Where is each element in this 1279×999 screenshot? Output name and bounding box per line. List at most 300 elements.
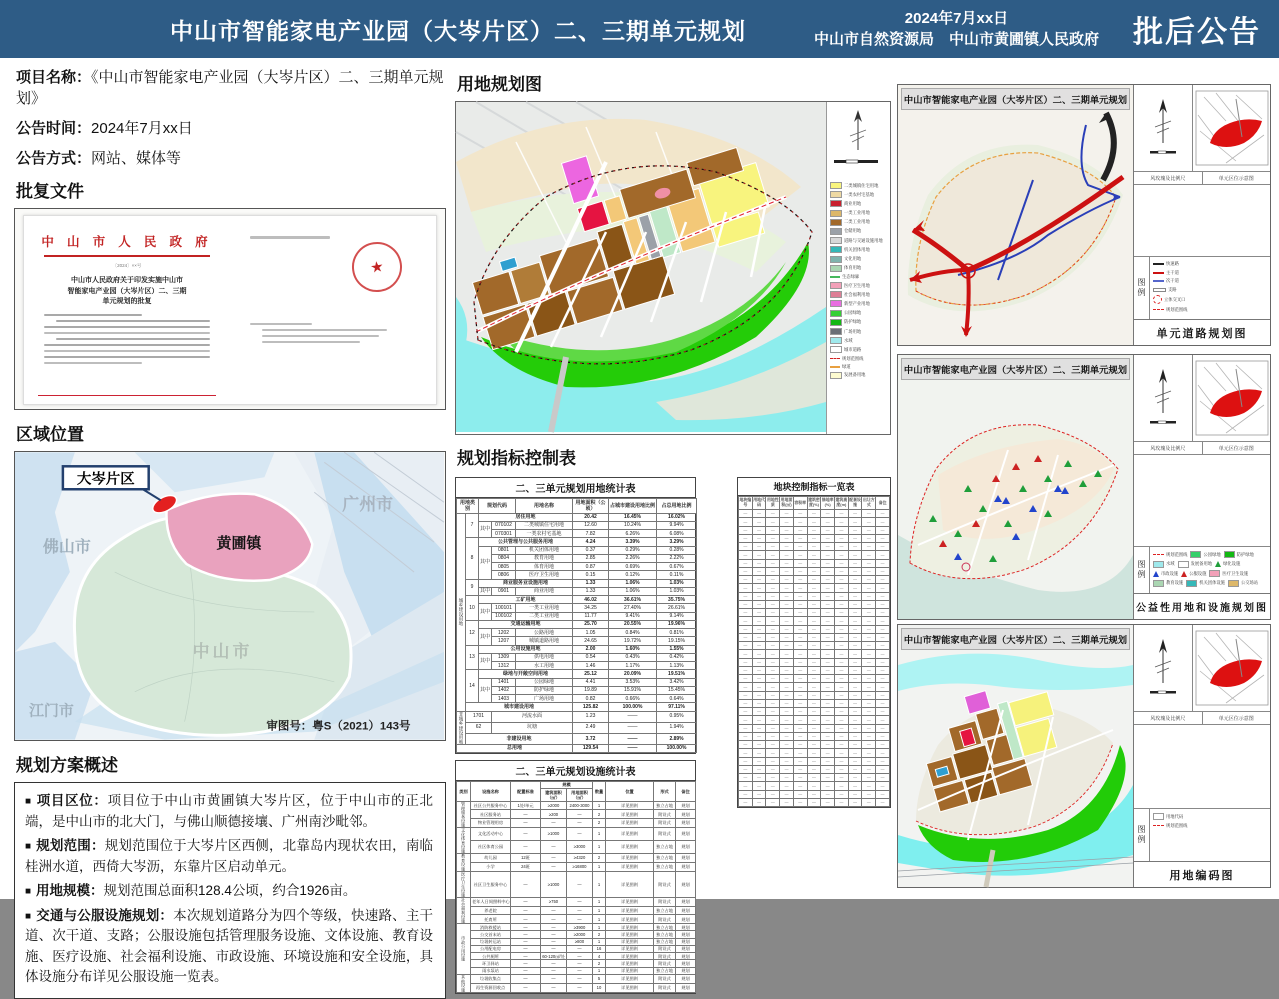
table-row: — — — — — — — — — — — [739,757,890,765]
table-row: 0806 医疗卫生用地 0.15 0.12% 0.11% [457,571,697,579]
legend-swatch [830,210,842,217]
table-row: — — — — — — — — — — — [739,699,890,707]
table-row: — — — — — — — — — — — [739,650,890,658]
table-row: — — — — — — — — — — — [739,683,890,691]
announce-way-line [16,147,446,168]
legend-item: 主干道 [1153,270,1264,276]
table-row: 公共厕所 — 60-120㎡/处 — 4 详见图则 附设式 规划 [457,953,696,960]
overview-item: ■ 用地规模：规划范围总面积128.4公顷，约合1926亩。 [25,883,357,899]
legend-items [1150,257,1270,319]
north-arrow-icon [1146,365,1180,431]
legend-item: 用地代码 [1153,813,1264,820]
legend-item: 城市道路 [830,346,887,353]
legend-item: 公园绿地 [1190,551,1220,558]
legend-item: 教育设施 [1153,580,1183,587]
legend-item: 二类城镇住宅用地 [830,182,887,189]
doc-letterhead: 中 山 市 人 民 政 府 [41,235,213,249]
legend-swatch [830,291,842,298]
legend-item: 医疗卫生设施 [1209,570,1248,577]
table-row: 1403 广场用地 0.82 0.66% 0.64% [457,695,697,703]
compass-cell [1134,85,1193,171]
panel3-legend [1134,808,1270,861]
doc-red-rule [44,255,210,257]
table-row: — — — — — — — — — — — [739,576,890,584]
legend-swatch [1153,295,1162,304]
table-row: 社区服务站 — ≥200 — 2 详见图则 附设式 规划 [457,810,696,819]
table-row: — — — — — — — — — — — [739,617,890,625]
approval-doc-box [14,208,446,410]
table-row: 物业管理用房 — — — 2 详见图则 附设式 规划 [457,819,696,828]
announce-way-value: 网站、媒体等 [91,150,182,167]
panel2-title: 中山市智能家电产业园（大岑片区）二、三期单元规划 [901,358,1130,380]
legend-items [1150,809,1270,861]
table-row: 城市建设用地 125.82 100.00% 97.11% [457,703,697,711]
table-row: — — — — — — — — — — — [739,592,890,600]
legend-item: 道路与交通设施用地 [830,237,887,244]
facility-table-wrap [455,760,696,994]
table-row: — — — — — — — — — — — [739,741,890,749]
legend-swatch [830,328,842,335]
legend-item: 社会福利用地 [830,291,887,298]
compass-cell [1134,625,1193,711]
table-row: — — — — — — — — — — — [739,798,890,806]
legend-swatch [1153,571,1159,577]
legend-swatch [830,265,842,272]
legend-item: 二类工业用地 [830,219,887,226]
legend-item: 公交场站 [1228,580,1258,587]
table-row: — — — — — — — — — — — [739,732,890,740]
table-row: 12 交通运输用地 25.70 20.55% 19.96% [457,620,697,628]
inset-caption: 单元区位示意图 [1218,715,1254,722]
legend-item: 规划范围线 [1153,551,1187,558]
legend-item: 机关团体用地 [830,246,887,253]
doc-left-page [24,216,230,404]
doc-text-line [44,332,210,335]
table-header-row: 类别 设施名称 配置标准 规模 数量 位置 形式 备注 [457,781,696,788]
table-row: 其中 1202 公路用地 1.05 0.84% 0.81% [457,629,697,637]
legend-item: 规划范围线 [1153,823,1264,829]
left-column [14,66,446,999]
table-row: 托育所 — — — 1 详见图则 附设式 规划 [457,915,696,924]
legend-swatch [830,182,842,189]
legend-swatch [830,200,842,207]
doc-number: 〔2024〕××号 [112,263,142,268]
project-name-value: 《中山市智能家电产业园（大岑片区）二、三期单元规划》 [16,69,444,107]
legend-swatch [830,319,842,326]
table-header-row: 地块编号 用地代码 用地性质 用地面积(㎡) 容积率 建筑密度(%) 绿地率(%) 建筑高度(m) 配套设施 出让方式 备注 [739,497,890,510]
legend-swatch [1153,263,1164,265]
north-arrow-icon [830,106,886,156]
panel3-sidebar [1134,625,1270,887]
legend-swatch [830,372,842,379]
panel3-title: 中山市智能家电产业园（大岑片区）二、三期单元规划 [901,628,1130,650]
table-row: — — — — — — — — — — — [739,534,890,542]
issuing-agencies: 中山市自然资源局 中山市黄圃镇人民政府 [813,31,1099,48]
table-row: — — — — — — — — — — — [739,633,890,641]
stats-table-title: 二、三单元规划用地统计表 [456,478,695,498]
legend-swatch [830,228,842,235]
bullet-icon: ■ [25,796,32,807]
legend-item: 水域 [830,337,887,344]
legend-swatch [830,300,842,307]
legend-swatch [1181,571,1187,577]
inset-caption: 单元区位示意图 [1218,445,1254,452]
table-row: 其中 100101 一类工业用地 34.25 27.40% 26.61% [457,604,697,612]
doc-title: 中山市人民政府关于印发实施中山市 智能家电产业园（大岑片区）二、三期 单元规划的批复 [67,276,187,305]
doc-text-line [44,314,142,317]
compass-caption: 风玫瑰及比例尺 [1134,442,1203,454]
announce-time-label: 公告时间： [16,120,92,137]
table-row: — — — — — — — — — — — [739,609,890,617]
landuse-map [456,102,826,432]
panel1-caption: 单元道路规划图 [1134,319,1270,345]
dacen-label: 大岑片区 [76,471,135,488]
section-region-location: 区域位置 [16,425,84,444]
panel-road-plan [897,84,1271,346]
panel-public-facilities [897,354,1271,620]
legend-swatch [830,346,842,353]
foshan-label: 佛山市 [42,539,91,557]
table-row: — — — — — — — — — — — [739,749,890,757]
panel1-captions [1134,172,1270,185]
doc-text-line [262,341,360,344]
table-row: 8 公共管理与公共服务用地 4.24 3.39% 3.29% [457,538,697,546]
table-row: 其中 0901 商业用地 1.33 1.06% 1.03% [457,587,697,595]
project-name-line [16,66,446,108]
panel1-map-area [898,85,1134,345]
doc-text-line [44,326,210,329]
legend-swatch [830,256,842,263]
legend-item: 次干道 [1153,278,1264,284]
panel-landuse-codes [897,624,1271,888]
table-row: — — — — — — — — — — — [739,551,890,559]
table-row: — — — — — — — — — — — [739,790,890,798]
approval-doc-scan [23,215,437,405]
locator-inset-map [1193,625,1270,711]
table-row: 其中 0801 机关团体用地 0.37 0.29% 0.28% [457,546,697,554]
legend-item: 规划范围线 [830,356,887,362]
legend-swatch [1153,813,1164,820]
table-row: 环卫驿站 — — — 2 详见图则 附设式 规划 [457,960,696,967]
legend-swatch [830,246,842,253]
table-row: — — — — — — — — — — — [739,708,890,716]
doc-text-line [250,236,330,239]
page-title: 中山市智能家电产业园（大岑片区）二、三期单元规划 [170,17,746,44]
announce-time-line [16,117,446,138]
legend-swatch [1209,570,1220,577]
panel2-legend [1134,546,1270,593]
doc-text-line [262,329,387,332]
table-row: 公交首末站 — — ≥2000 2 详见图则 独立占地 规划 [457,931,696,938]
indicator-tables [455,477,891,994]
public-facility-map [898,355,1133,619]
table-row: 再生资源回收点 — — — 10 详见图则 附设式 规划 [457,983,696,992]
doc-text-line [262,335,379,338]
locator-inset-map [1193,85,1270,171]
legend-item: 支路 [1153,287,1264,293]
post-approval-badge: 批后公告 [1133,16,1261,49]
guangzhou-label: 广州市 [342,495,394,515]
legend-swatch [830,366,840,368]
announce-date: 2024年7月xx日 [904,10,1009,27]
landuse-stats-table [456,498,697,753]
compass-caption: 风玫瑰及比例尺 [1134,712,1203,724]
legend-item: 一类工业用地 [830,210,887,217]
table-row: 10 工矿用地 46.02 36.61% 35.75% [457,596,697,604]
north-arrow-icon [1146,95,1180,161]
table-row: 公用配电房 — — — 16 详见图则 附设式 规划 [457,945,696,952]
compass-caption: 风玫瑰及比例尺 [1134,172,1203,184]
legend-item: 快速路 [1153,261,1264,267]
huangpu-label: 黄圃镇 [216,535,262,553]
table-row: 雨水泵站 — — — 1 详见图则 独立占地 规划 [457,967,696,974]
legend-item: 机关团体设施 [1186,580,1225,587]
doc-text-line [44,356,210,359]
project-name-label: 项目名称： [16,69,92,86]
table-row: 1402 防护绿地 19.89 15.91% 15.45% [457,686,697,694]
inset-caption: 单元区位示意图 [1218,175,1254,182]
table-row: — — — — — — — — — — — [739,716,890,724]
overview-list [25,791,433,988]
middle-column [455,70,891,994]
table-row: 0804 教育用地 2.85 2.26% 2.22% [457,554,697,562]
dacen-callout [63,466,149,489]
legend-swatch [830,337,842,344]
panel1-sidebar [1134,85,1270,345]
facility-table-title: 二、三单元规划设施统计表 [456,761,695,781]
legend-item: 广场用地 [830,328,887,335]
legend-swatch [830,282,842,289]
legend-item: 新型产业用地 [830,300,887,307]
locator-inset-map [1193,355,1270,441]
overview-item: ■ 项目区位：项目位于中山市黄圃镇大岑片区，位于中山市的正北端，是中山市的北大门，与佛山顺德接壤、广州南沙毗邻。 [25,793,434,829]
table-row: 养老院 — — — 1 详见图则 独立占地 规划 [457,906,696,915]
announce-time-value: 2024年7月xx日 [91,120,193,137]
plot-control-table-wrap [737,477,891,808]
table-row: — — — — — — — — — — — [739,765,890,773]
table-row: 1312 水工用地 1.46 1.17% 1.13% [457,662,697,670]
government-seal: ★ [349,239,405,295]
table-row: — — — — — — — — — — — [739,666,890,674]
table-row: — — — — — — — — — — — [739,584,890,592]
table-row: 1207 城镇道路用地 24.65 19.72% 19.15% [457,637,697,645]
legend-swatch [1153,554,1164,555]
legend-swatch [830,219,842,226]
section-landuse-map: 用地规划图 [457,75,542,94]
legend-item: 规划范围线 [1153,307,1264,313]
panel1-title: 中山市智能家电产业园（大岑片区）二、三期单元规划 [901,88,1130,110]
bullet-icon: ■ [25,910,32,922]
section-indicator-tables: 规划指标控制表 [457,449,576,468]
table-row: — — — — — — — — — — — [739,625,890,633]
legend-items [1150,547,1270,593]
table-row: — — — — — — — — — — — [739,675,890,683]
panel2-map-area [898,355,1134,619]
doc-right-page [230,216,436,404]
announce-way-label: 公告方式： [16,150,92,167]
panel3-map-area [898,625,1134,887]
table-row: 教育设施 幼儿园 12班 — ≥4320 2 详见图则 独立占地 规划 [457,853,696,862]
table-row: — — — — — — — — — — — [739,774,890,782]
legend-item: 防护绿地 [830,319,887,326]
legend-items [830,182,887,381]
legend-swatch [830,310,842,317]
map-approval-no: 审图号：粤S（2021）143号 [266,720,411,733]
overview-box [14,782,446,999]
legend-swatch [1153,580,1164,587]
table-row: 62 坑塘 2.49 —— 1.94% [457,722,697,733]
landuse-code-map [898,625,1133,887]
table-row: 非建设用地 3.72 —— 2.89% [457,733,697,744]
table-row: 070301 一类农村宅基地 7.82 6.26% 6.08% [457,530,697,538]
section-approval-doc: 批复文件 [16,182,84,201]
scale-bar [830,156,886,168]
table-row: — — — — — — — — — — — [739,510,890,518]
legend-item: 文化用地 [830,256,887,263]
overview-item: ■ 规划范围：规划范围位于大岑片区西侧，北靠岛内现状农田，南临桂洲水道，西倚大岑沥，东靠片区启动单元。 [25,838,434,874]
table-row: — — — — — — — — — — — [739,567,890,575]
table-row: 13 公用设施用地 2.00 1.60% 1.55% [457,645,697,653]
road-plan-map [898,85,1133,345]
overview-item: ■ 交通与公服设施规划：本次规划道路分为四个等级，快速路、主干道、次干道、支路；公服设施包括管理服务设施、文体设施、教育设施、医疗设施、社会福利设施、市政设施、环境设施和安全设施，具体设施分布详见公服设施一览表。 [25,907,434,985]
doc-text-line [56,320,210,323]
legend-swatch [1178,561,1189,568]
panel2-captions [1134,442,1270,455]
region-map-box [14,451,446,741]
table-row: — — — — — — — — — — — [739,543,890,551]
bullet-icon: ■ [25,841,32,853]
locator-inset [1196,631,1268,705]
doc-bottom-rule [38,395,216,397]
table-header-row: 建筑面积（㎡） 用地面积（㎡） [457,789,696,802]
legend-item: 生态绿廊 [830,274,887,280]
legend-swatch [1215,561,1221,567]
legend-item: 发展备用地 [1178,561,1212,568]
table-row: 城乡建设用地 7 居住用地 20.42 16.45% 16.02% [457,513,697,521]
region-map [15,452,444,740]
legend-label: 图例 [1134,809,1150,861]
legend-swatch [830,358,840,359]
doc-text-line [44,350,210,353]
legend-item: 水域 [1153,561,1175,568]
doc-text-line [250,323,312,326]
table-row: — — — — — — — — — — — [739,600,890,608]
legend-item: 绿化设施 [1215,561,1240,568]
table-row: 14 绿地与开敞空间用地 25.12 20.09% 19.51% [457,670,697,678]
table-row: 社区体育公园 — — ≥3000 1 详见图则 独立占地 规划 [457,840,696,853]
doc-text-line [56,338,210,341]
legend-item: 公服设施 [1181,570,1206,577]
panel2-caption: 公益性用地和设施规划图 [1134,593,1270,619]
legend-item: 一类农村宅基地 [830,191,887,198]
table-row: 垃圾转运站 — — ≥800 1 详见图则 独立占地 规划 [457,938,696,945]
legend-item: 体育用地 [830,265,887,272]
legend-swatch [830,276,840,278]
legend-swatch [1153,280,1164,282]
panel2-sidebar [1134,355,1270,619]
table-row: 9 商业服务业设施用地 1.33 1.06% 1.03% [457,579,697,587]
table-row: 其中 1309 供电用地 0.54 0.43% 0.42% [457,653,697,661]
legend-swatch [1224,551,1235,558]
table-row: — — — — — — — — — — — [739,518,890,526]
landuse-map-legend [826,102,890,434]
facility-table [456,781,696,993]
table-row: — — — — — — — — — — — [739,642,890,650]
legend-item: 发展备用地 [830,372,887,379]
legend-item: 商业用地 [830,200,887,207]
table-row: 文化体育设施 文化活动中心 — ≥1000 — 1 详见图则 附设式 规划 [457,827,696,840]
table-row: 其中 1401 公园绿地 4.41 3.53% 3.42% [457,678,697,686]
legend-swatch [830,191,842,198]
zhongshan-label: 中山市 [192,641,253,661]
legend-swatch [1153,561,1164,568]
table-row: 管理服务设施 社区公共服务中心 1处/单元 ≥2000 2400-3000 1 详见图则 独立占地 规划 [457,801,696,810]
table-row: — — — — — — — — — — — [739,782,890,790]
locator-inset [1196,91,1268,165]
legend-swatch [1228,580,1239,587]
locator-inset [1196,361,1268,435]
table-row: 市政公用设施 消防救援站 — — ≥3900 1 详见图则 独立占地 规划 [457,924,696,931]
legend-swatch [1153,309,1164,310]
table-row: 其他设施 垃圾收集点 — — — 5 详见图则 附设式 规划 [457,974,696,983]
legend-item: 公园绿地 [830,310,887,317]
table-header-row: 用地类别 规划代码 用地名称 用地面积（公顷） 占城市建设用地比例 占总用地比例 [457,499,697,514]
legend-item: 仓储用地 [830,228,887,235]
landuse-stats-table-wrap [455,477,696,754]
legend-label: 图例 [1134,547,1150,593]
doc-text-line [44,344,210,347]
legend-swatch [1153,825,1164,826]
header-meta [814,8,1099,50]
legend-item: 绿道 [830,364,887,370]
legend-swatch [1153,288,1166,292]
legend-item: 防护绿地 [1224,551,1254,558]
legend-item: 医疗卫生用地 [830,282,887,289]
legend-swatch [1186,580,1197,587]
table-row: 非城乡建设用地 1701 河流水面 1.23 —— 0.95% [457,711,697,722]
section-overview: 规划方案概述 [16,756,118,775]
panel1-legend [1134,256,1270,319]
table-row: — — — — — — — — — — — [739,691,890,699]
table-row: 社会福利设施 老年人日间照料中心 — ≥750 — 1 详见图则 附设式 规划 [457,897,696,906]
header-bar [0,0,1279,58]
panel3-captions [1134,712,1270,725]
legend-label: 图例 [1134,257,1150,319]
north-arrow-icon [1146,635,1180,701]
bullet-icon: ■ [25,886,32,898]
table-row: — — — — — — — — — — — [739,658,890,666]
doc-text-line [44,362,142,365]
plot-control-table [738,496,890,807]
compass-cell [1134,355,1193,441]
table-row: — — — — — — — — — — — [739,559,890,567]
table-row: 小学 24班 — ≥16800 1 详见图则 独立占地 规划 [457,862,696,871]
landuse-map-box [455,101,891,435]
panel3-caption: 用地编码图 [1134,861,1270,887]
legend-swatch [830,237,842,244]
table-row: 其中 070102 二类城镇住宅用地 12.60 10.24% 9.94% [457,521,697,529]
legend-swatch [1190,551,1201,558]
table-row: — — — — — — — — — — — [739,724,890,732]
table-row: 100102 二类工业用地 11.77 9.41% 9.14% [457,612,697,620]
legend-swatch [1153,272,1164,274]
table-row: 0805 体育用地 0.87 0.69% 0.67% [457,563,697,571]
legend-item: 立体交叉口 [1153,295,1264,304]
table-row: 医疗卫生设施 社区卫生服务中心 — ≥1000 — 1 详见图则 附设式 规划 [457,871,696,897]
table-row: — — — — — — — — — — — [739,526,890,534]
table-row: 总用地 129.54 —— 100.00% [457,744,697,752]
jiangmen-label: 江门市 [28,702,74,720]
